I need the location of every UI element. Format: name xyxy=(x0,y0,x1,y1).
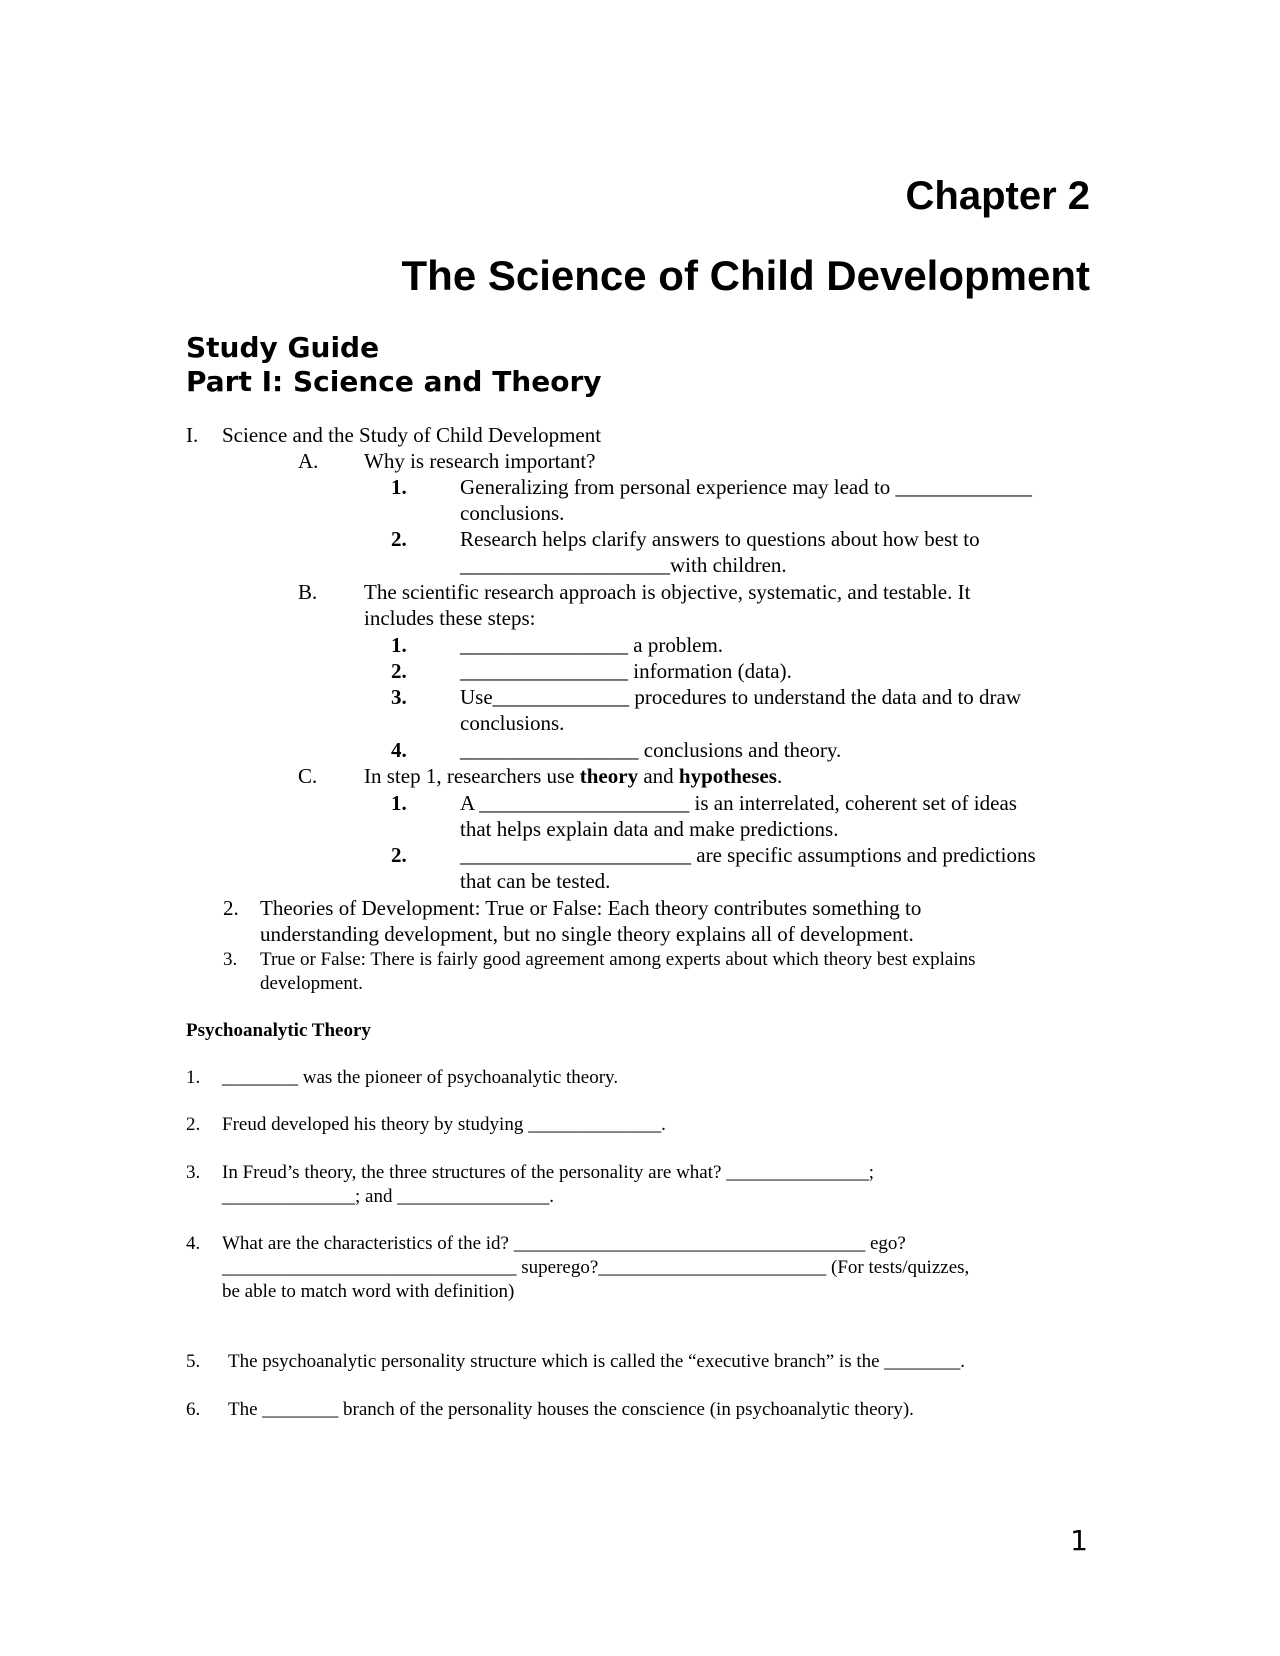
a-item-text: Research helps clarify answers to questions about how best to xyxy=(460,527,980,551)
theories-text-cont: understanding development, but no single theory explains all of development. xyxy=(260,922,914,946)
subsection-a-letter: A. xyxy=(298,449,319,473)
c-item-text: ______________________ are specific assumptions and predictions xyxy=(460,843,1036,867)
question-text: In Freud’s theory, the three structures of the personality are what? _______________; xyxy=(222,1162,874,1183)
c-text-mid: and xyxy=(638,764,679,788)
question-number: 1. xyxy=(186,1067,201,1088)
a-item-text-cont: conclusions. xyxy=(460,501,565,525)
b-item-number: 4. xyxy=(391,738,407,762)
subsection-c-text xyxy=(364,763,782,789)
part-heading: Part I: Science and Theory xyxy=(186,365,602,398)
page-number: 1 xyxy=(1070,1524,1088,1557)
question-text-cont: _______________________________ superego?________________________ (For tests/quizzes, xyxy=(222,1257,970,1278)
psychoanalytic-heading: Psychoanalytic Theory xyxy=(186,1020,371,1041)
b-item-number: 3. xyxy=(391,685,407,709)
c-text-post: . xyxy=(776,764,783,788)
a-item-text: Generalizing from personal experience may lead to _____________ xyxy=(460,475,1033,499)
b-item-text-cont: conclusions. xyxy=(460,711,565,735)
agreement-text: True or False: There is fairly good agreement among experts about which theory best explains xyxy=(260,949,976,970)
c-text-pre: In step 1, researchers use xyxy=(364,764,580,788)
chapter-title: The Science of Child Development xyxy=(401,252,1090,299)
question-text: ________ was the pioneer of psychoanalytic theory. xyxy=(222,1067,619,1088)
question-number: 6. xyxy=(186,1399,201,1420)
question-text-cont: ______________; and ________________. xyxy=(222,1186,554,1207)
agreement-text-cont: development. xyxy=(260,973,363,994)
question-text: The ________ branch of the personality houses the conscience (in psychoanalytic theory). xyxy=(228,1399,914,1420)
question-number: 4. xyxy=(186,1233,201,1254)
question-text: The psychoanalytic personality structure which is called the “executive branch” is the ________. xyxy=(228,1351,966,1372)
c-item-number: 1. xyxy=(391,791,407,815)
theories-text: Theories of Development: True or False: Each theory contributes something to xyxy=(260,896,922,920)
c-item-text-cont: that helps explain data and make predictions. xyxy=(460,817,839,841)
question-text-cont: be able to match word with definition) xyxy=(222,1281,515,1302)
b-item-text: _________________ conclusions and theory. xyxy=(460,738,842,762)
section-number: I. xyxy=(186,423,199,447)
a-item-number: 1. xyxy=(391,475,407,499)
subsection-a-text: Why is research important? xyxy=(364,449,596,473)
a-item-text-cont: ____________________with children. xyxy=(460,553,787,577)
agreement-number: 3. xyxy=(223,949,238,970)
subsection-b-letter: B. xyxy=(298,580,318,604)
b-item-text: ________________ information (data). xyxy=(460,659,792,683)
b-item-text: ________________ a problem. xyxy=(460,633,724,657)
subsection-c-letter: C. xyxy=(298,764,318,788)
b-item-number: 1. xyxy=(391,633,407,657)
question-number: 2. xyxy=(186,1114,201,1135)
c-item-text-cont: that can be tested. xyxy=(460,869,611,893)
question-text: Freud developed his theory by studying ______________. xyxy=(222,1114,666,1135)
question-text: What are the characteristics of the id? _____________________________________ ego? xyxy=(222,1233,906,1254)
study-guide-heading xyxy=(186,331,602,399)
question-number: 5. xyxy=(186,1351,201,1372)
theories-number: 2. xyxy=(223,896,239,920)
c-item-text: A ____________________ is an interrelated, coherent set of ideas xyxy=(460,791,1017,815)
subsection-b-text: The scientific research approach is objective, systematic, and testable. It xyxy=(364,580,971,604)
c-text-hypotheses: hypotheses xyxy=(678,764,777,788)
chapter-heading: Chapter 2 xyxy=(905,174,1090,218)
b-item-number: 2. xyxy=(391,659,407,683)
b-item-text: Use_____________ procedures to understand the data and to draw xyxy=(460,685,1022,709)
subsection-b-text-cont: includes these steps: xyxy=(364,606,536,630)
c-item-number: 2. xyxy=(391,843,407,867)
c-text-theory: theory xyxy=(579,764,639,788)
section-title: Science and the Study of Child Development xyxy=(222,423,602,447)
a-item-number: 2. xyxy=(391,527,407,551)
study-guide-label: Study Guide xyxy=(186,331,380,364)
question-number: 3. xyxy=(186,1162,201,1183)
